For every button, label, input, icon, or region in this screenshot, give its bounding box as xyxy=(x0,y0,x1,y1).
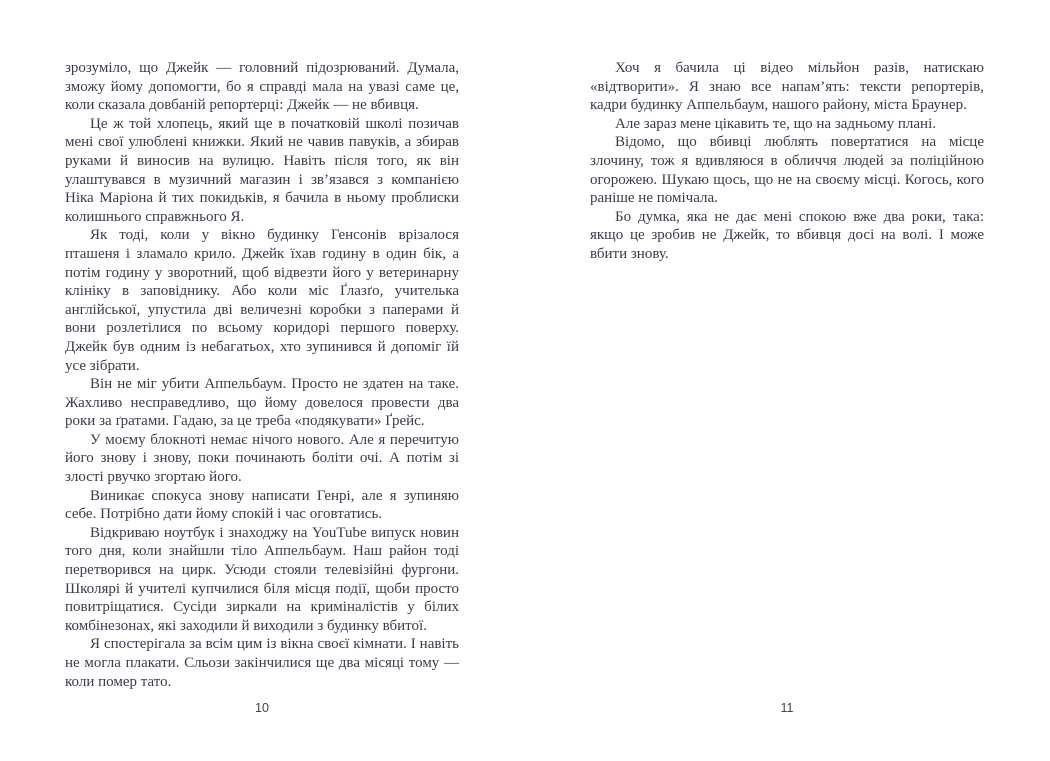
paragraph: Він не міг убити Аппельбаум. Просто не здатен на таке. Жахливо несправедливо, що йому довелося провести два роки за ґратами. Гадаю, за це треба «подякувати» Ґрейс. xyxy=(65,376,459,430)
paragraph: Відкриваю ноутбук і знаходжу на YouTube випуск новин того дня, коли знайшли тіло Аппельбаум. Наш район тоді перетворився на цирк. Усюди стояли телевізійні фургони. Школярі й учителі купчилися біля місця події, щоби просто повитріщатися. Сусіди зиркали на криміналістів у білих комбінезонах, які заходили й виходили з будинку вбитої. xyxy=(65,524,459,634)
page-text-left xyxy=(65,59,459,691)
paragraph: У моєму блокноті немає нічого нового. Але я перечитую його знову і знову, поки починають боліти очі. А потім зі злості рвучко згортаю його. xyxy=(65,431,459,486)
paragraph: Хоч я бачила ці відео мільйон разів, натискаю «відтворити». Я знаю все напам’ять: тексти репортерів, кадри будинку Аппельбаум, нашого району, міста Браунер. xyxy=(590,60,984,114)
paragraph: Бо думка, яка не дає мені спокою вже два роки, така: якщо це зробив не Джейк, то вбивця досі на волі. І може вбити знову. xyxy=(590,208,984,262)
paragraph: Але зараз мене цікавить те, що на задньому плані. xyxy=(615,115,936,132)
paragraph: зрозуміло, що Джейк — головний підозрюваний. Думала, зможу йому допомогти, бо я справді мала на увазі саме це, коли сказала довбаній репортерці: Джейк — не вбивця. xyxy=(65,60,459,114)
page-text-right xyxy=(590,59,984,264)
paragraph: Я спостерігала за всім цим із вікна своєї кімнати. І навіть не могла плакати. Сльози закінчилися ще два місяці тому — коли помер тато. xyxy=(65,636,459,690)
paragraph: Це ж той хлопець, який ще в початковій школі позичав мені свої улюблені книжки. Який не чавив павуків, а збирав руками й виносив на вулицю. Навіть після того, як він улаштувався в музичний магазин і зв’язався з компанією Ніка Маріона й тих покидьків, я бачила в ньому проблиски колишнього справжнього Я. xyxy=(65,115,459,225)
paragraph: Виникає спокуса знову написати Генрі, але я зупиняю себе. Потрібно дати йому спокій і час оговтатись. xyxy=(65,487,459,523)
paragraph: Як тоді, коли у вікно будинку Генсонів врізалося пташеня і зламало крило. Джейк їхав годину в один бік, а потім годину у зворотний, щоб відвезти його у ветеринарну клініку в заповіднику. Або коли міс Ґлазґо, учителька англійської, упустила дві величезні коробки з паперами й вони розлетілися по всьому коридорі першого поверху. Джейк був одним із небагатьох, хто зупинився й допоміг їй усе зібрати. xyxy=(65,227,459,374)
page-number-right: 11 xyxy=(780,701,794,715)
paragraph: Відомо, що вбивці люблять повертатися на місце злочину, тож я вдивляюся в обличчя людей за поліційною огорожею. Шукаю щось, що не на своєму місці. Когось, кого раніше не помічала. xyxy=(590,134,984,207)
page-number-left: 10 xyxy=(255,701,269,715)
